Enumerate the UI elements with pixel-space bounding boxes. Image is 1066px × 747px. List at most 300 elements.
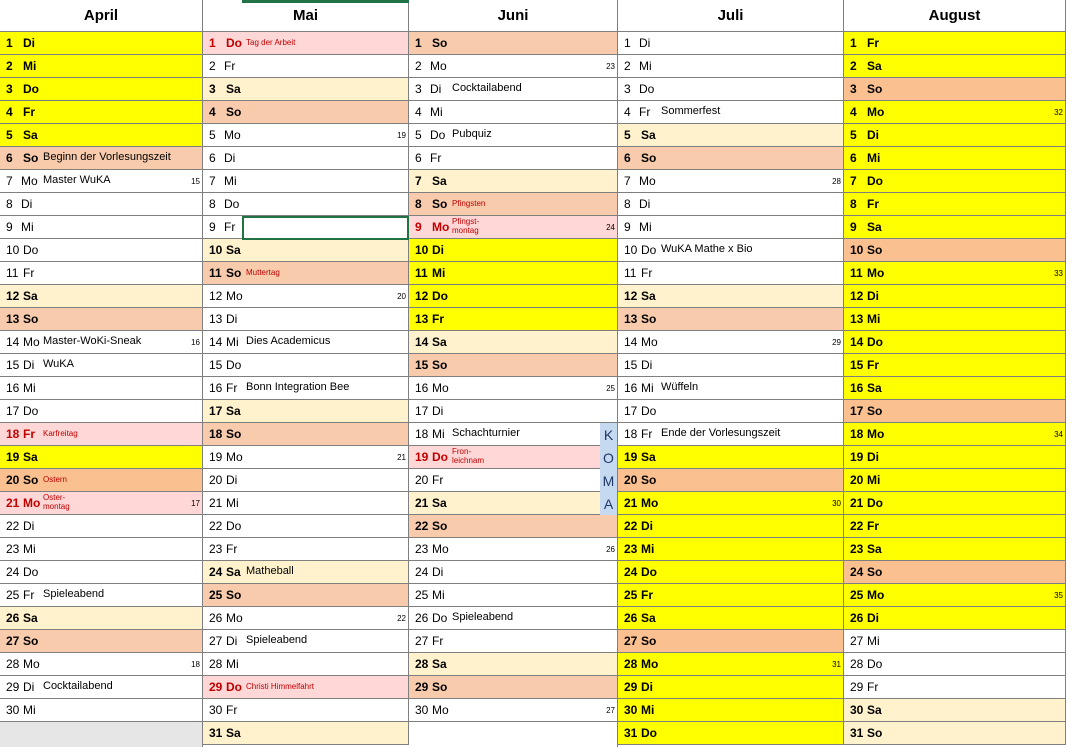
day-number: 28: [850, 657, 864, 671]
day-cell[interactable]: [409, 446, 618, 469]
day-number: 30: [415, 703, 429, 717]
weekday-label: Mo: [639, 174, 656, 188]
weekday-label: Mi: [23, 59, 37, 73]
event-label: Tag der Arbeit: [246, 38, 296, 47]
day-number: 12: [6, 289, 20, 303]
day-cell[interactable]: [618, 584, 844, 607]
weekday-label: Fr: [23, 266, 35, 280]
day-cell[interactable]: [844, 699, 1066, 722]
day-cell[interactable]: [203, 354, 409, 377]
day-number: 29: [209, 680, 223, 694]
event-label: Dies Academicus: [246, 335, 331, 347]
day-cell[interactable]: [618, 78, 844, 101]
day-cell[interactable]: [618, 124, 844, 147]
day-number: 16: [6, 381, 20, 395]
koma-letter: K: [600, 423, 617, 446]
weekday-label: So: [641, 634, 657, 648]
weekday-label: Mi: [639, 59, 652, 73]
weekday-label: Do: [226, 519, 242, 533]
day-number: 3: [624, 82, 631, 96]
day-number: 6: [6, 151, 13, 165]
day-cell[interactable]: [409, 147, 618, 170]
day-cell[interactable]: [844, 124, 1066, 147]
event-label: WuKA: [43, 358, 74, 370]
day-cell[interactable]: [844, 193, 1066, 216]
day-cell[interactable]: [0, 193, 203, 216]
day-number: 6: [209, 151, 216, 165]
day-cell[interactable]: [203, 239, 409, 262]
day-cell[interactable]: [409, 308, 618, 331]
weekday-label: Fr: [432, 312, 444, 326]
day-number: 6: [850, 151, 857, 165]
day-cell[interactable]: [203, 170, 409, 193]
day-cell[interactable]: [844, 515, 1066, 538]
day-cell[interactable]: [0, 262, 203, 285]
day-number: 5: [209, 128, 216, 142]
day-cell[interactable]: [203, 561, 409, 584]
week-number: 20: [397, 292, 406, 301]
weekday-label: Di: [23, 519, 35, 533]
day-number: 8: [209, 197, 216, 211]
day-number: 3: [209, 82, 216, 96]
day-cell[interactable]: [0, 377, 203, 400]
day-cell[interactable]: [203, 676, 409, 699]
weekday-label: Di: [23, 36, 35, 50]
weekday-label: Sa: [867, 542, 882, 556]
day-cell[interactable]: [618, 676, 844, 699]
day-cell[interactable]: [409, 469, 618, 492]
event-label: Fron- leichnam: [452, 447, 485, 465]
day-cell[interactable]: [844, 561, 1066, 584]
weekday-label: Di: [23, 358, 35, 372]
day-number: 13: [624, 312, 638, 326]
weekday-label: Mo: [867, 588, 885, 602]
day-cell[interactable]: [409, 170, 618, 193]
day-cell[interactable]: [203, 538, 409, 561]
day-number: 19: [624, 450, 638, 464]
day-number: 23: [415, 542, 429, 556]
day-number: 19: [6, 450, 20, 464]
day-cell[interactable]: [203, 653, 409, 676]
weekday-label: Di: [224, 151, 236, 165]
day-cell[interactable]: [844, 32, 1066, 55]
day-cell[interactable]: [844, 492, 1066, 515]
month-header-mai[interactable]: Mai: [203, 0, 409, 32]
day-cell[interactable]: [844, 101, 1066, 124]
day-cell[interactable]: [409, 676, 618, 699]
day-number: 14: [624, 335, 638, 349]
day-number: 23: [850, 542, 864, 556]
day-cell[interactable]: [844, 147, 1066, 170]
day-cell[interactable]: [844, 423, 1066, 446]
weekday-label: Di: [226, 312, 238, 326]
weekday-label: Mo: [867, 105, 885, 119]
day-cell[interactable]: [203, 308, 409, 331]
day-cell[interactable]: [203, 32, 409, 55]
day-number: 18: [415, 427, 429, 441]
day-cell[interactable]: [203, 101, 409, 124]
weekday-label: Do: [867, 174, 883, 188]
day-number: 27: [6, 634, 20, 648]
day-number: 8: [415, 197, 422, 211]
day-cell[interactable]: [618, 331, 844, 354]
day-cell[interactable]: [618, 193, 844, 216]
day-cell[interactable]: [0, 538, 203, 561]
day-cell[interactable]: [618, 308, 844, 331]
weekday-label: So: [226, 266, 242, 280]
weekday-label: Do: [432, 611, 448, 625]
weekday-label: Mo: [432, 703, 449, 717]
day-number: 21: [415, 496, 429, 510]
weekday-label: Mi: [23, 703, 36, 717]
weekday-label: Fr: [432, 473, 444, 487]
month-header-august[interactable]: August: [844, 0, 1066, 32]
day-cell[interactable]: [618, 216, 844, 239]
weekday-label: Do: [432, 450, 448, 464]
selected-cell[interactable]: [242, 216, 409, 240]
day-cell[interactable]: [844, 308, 1066, 331]
day-cell[interactable]: [618, 630, 844, 653]
day-number: 28: [415, 657, 429, 671]
day-cell[interactable]: [618, 492, 844, 515]
day-cell[interactable]: [618, 354, 844, 377]
day-cell[interactable]: [618, 101, 844, 124]
day-cell[interactable]: [409, 101, 618, 124]
week-number: 22: [397, 614, 406, 623]
day-cell[interactable]: [0, 584, 203, 607]
day-cell[interactable]: [203, 55, 409, 78]
day-cell[interactable]: [0, 515, 203, 538]
day-cell[interactable]: [618, 653, 844, 676]
day-cell[interactable]: [844, 239, 1066, 262]
month-header-juni[interactable]: Juni: [409, 0, 618, 32]
day-cell[interactable]: [409, 584, 618, 607]
day-cell[interactable]: [409, 561, 618, 584]
day-number: 15: [624, 358, 638, 372]
day-cell[interactable]: [409, 216, 618, 239]
event-label: Master-WoKi-Sneak: [43, 335, 142, 347]
day-cell[interactable]: [0, 55, 203, 78]
day-cell[interactable]: [0, 653, 203, 676]
day-number: 14: [415, 335, 429, 349]
day-cell[interactable]: [844, 469, 1066, 492]
day-number: 17: [6, 404, 20, 418]
day-cell[interactable]: [844, 78, 1066, 101]
day-cell[interactable]: [618, 285, 844, 308]
day-number: 26: [415, 611, 429, 625]
weekday-label: Fr: [226, 703, 238, 717]
day-cell[interactable]: [409, 32, 618, 55]
weekday-label: Di: [641, 358, 653, 372]
day-number: 10: [850, 243, 864, 257]
day-cell[interactable]: [844, 285, 1066, 308]
day-number: 31: [624, 726, 638, 740]
day-cell[interactable]: [203, 331, 409, 354]
weekday-label: Do: [23, 404, 39, 418]
day-cell[interactable]: [618, 32, 844, 55]
day-number: 22: [6, 519, 20, 533]
day-number: 10: [6, 243, 20, 257]
day-cell[interactable]: [844, 216, 1066, 239]
weekday-label: So: [226, 427, 242, 441]
day-cell[interactable]: [0, 630, 203, 653]
day-cell[interactable]: [0, 469, 203, 492]
weekday-label: Mi: [641, 703, 655, 717]
day-cell[interactable]: [618, 515, 844, 538]
weekday-label: Mo: [641, 657, 659, 671]
day-number: 2: [6, 59, 13, 73]
week-number: 32: [1054, 108, 1063, 117]
event-label: Cocktailabend: [452, 82, 522, 94]
day-cell[interactable]: [409, 331, 618, 354]
day-cell[interactable]: [409, 377, 618, 400]
weekday-label: Sa: [432, 174, 447, 188]
day-cell[interactable]: [844, 354, 1066, 377]
day-number: 20: [850, 473, 864, 487]
day-cell[interactable]: [409, 630, 618, 653]
day-cell[interactable]: [0, 699, 203, 722]
day-cell[interactable]: [0, 561, 203, 584]
weekday-label: Do: [641, 243, 657, 257]
day-cell[interactable]: [409, 124, 618, 147]
day-cell[interactable]: [618, 262, 844, 285]
day-number: 12: [209, 289, 223, 303]
weekday-label: Mo: [23, 496, 41, 510]
day-cell[interactable]: [0, 285, 203, 308]
day-cell[interactable]: [0, 423, 203, 446]
day-number: 22: [415, 519, 429, 533]
day-cell[interactable]: [409, 55, 618, 78]
day-cell[interactable]: [203, 147, 409, 170]
day-cell[interactable]: [409, 538, 618, 561]
day-number: 17: [624, 404, 638, 418]
weekday-label: Mi: [639, 220, 652, 234]
day-cell[interactable]: [618, 561, 844, 584]
day-number: 18: [624, 427, 638, 441]
day-cell[interactable]: [0, 607, 203, 630]
day-cell[interactable]: [409, 699, 618, 722]
day-cell[interactable]: [844, 538, 1066, 561]
day-number: 12: [850, 289, 864, 303]
day-cell[interactable]: [203, 492, 409, 515]
day-number: 8: [6, 197, 13, 211]
day-number: 25: [415, 588, 429, 602]
day-cell[interactable]: [618, 239, 844, 262]
event-label: Pubquiz: [452, 128, 492, 140]
month-header-april[interactable]: April: [0, 0, 203, 32]
day-cell[interactable]: [618, 377, 844, 400]
week-number: 28: [832, 177, 841, 186]
day-cell[interactable]: [203, 400, 409, 423]
day-cell[interactable]: [844, 446, 1066, 469]
day-cell[interactable]: [203, 584, 409, 607]
day-cell[interactable]: [203, 262, 409, 285]
day-number: 3: [415, 82, 422, 96]
day-cell[interactable]: [0, 492, 203, 515]
event-label: Oster- montag: [43, 493, 70, 511]
day-number: 9: [415, 220, 422, 234]
weekday-label: Di: [21, 197, 33, 211]
day-cell[interactable]: [0, 78, 203, 101]
day-cell[interactable]: [618, 538, 844, 561]
day-cell[interactable]: [203, 423, 409, 446]
day-cell[interactable]: [0, 308, 203, 331]
weekday-label: So: [226, 588, 242, 602]
day-number: 26: [624, 611, 638, 625]
event-label: Schachturnier: [452, 427, 520, 439]
day-number: 20: [415, 473, 429, 487]
weekday-label: Mi: [641, 381, 654, 395]
empty-cell: [409, 722, 618, 747]
day-cell[interactable]: [618, 147, 844, 170]
day-cell[interactable]: [409, 607, 618, 630]
day-cell[interactable]: [844, 262, 1066, 285]
day-number: 7: [209, 174, 216, 188]
weekday-label: Mi: [226, 657, 239, 671]
day-cell[interactable]: [203, 446, 409, 469]
day-cell[interactable]: [618, 400, 844, 423]
day-number: 20: [209, 473, 223, 487]
day-cell[interactable]: [0, 400, 203, 423]
month-header-juli[interactable]: Juli: [618, 0, 844, 32]
day-cell[interactable]: [844, 607, 1066, 630]
day-number: 4: [209, 105, 216, 119]
day-cell[interactable]: [0, 446, 203, 469]
weekday-label: Mi: [21, 220, 34, 234]
week-number: 15: [191, 177, 200, 186]
day-number: 5: [850, 128, 857, 142]
day-cell[interactable]: [203, 607, 409, 630]
day-number: 13: [6, 312, 20, 326]
day-number: 17: [209, 404, 223, 418]
day-cell[interactable]: [844, 55, 1066, 78]
day-number: 21: [6, 496, 20, 510]
day-number: 25: [624, 588, 638, 602]
day-cell[interactable]: [0, 216, 203, 239]
event-label: Ende der Vorlesungszeit: [661, 427, 781, 439]
day-cell[interactable]: [844, 630, 1066, 653]
week-number: 25: [606, 384, 615, 393]
day-cell[interactable]: [409, 400, 618, 423]
weekday-label: Mo: [867, 266, 885, 280]
day-cell[interactable]: [409, 354, 618, 377]
day-cell[interactable]: [203, 699, 409, 722]
day-cell[interactable]: [844, 653, 1066, 676]
weekday-label: Mi: [641, 542, 655, 556]
weekday-label: Mi: [224, 174, 237, 188]
day-number: 16: [850, 381, 864, 395]
weekday-label: Di: [226, 473, 238, 487]
day-cell[interactable]: [844, 377, 1066, 400]
day-cell[interactable]: [409, 78, 618, 101]
day-cell[interactable]: [844, 400, 1066, 423]
day-cell[interactable]: [618, 722, 844, 745]
day-cell[interactable]: [844, 170, 1066, 193]
day-cell[interactable]: [844, 331, 1066, 354]
day-cell[interactable]: [844, 676, 1066, 699]
day-cell[interactable]: [409, 262, 618, 285]
day-cell[interactable]: [409, 515, 618, 538]
day-cell[interactable]: [0, 170, 203, 193]
day-number: 9: [209, 220, 216, 234]
day-cell[interactable]: [409, 193, 618, 216]
day-number: 13: [850, 312, 864, 326]
day-cell[interactable]: [203, 469, 409, 492]
weekday-label: Do: [641, 565, 657, 579]
day-cell[interactable]: [203, 377, 409, 400]
day-cell[interactable]: [0, 676, 203, 699]
weekday-label: Sa: [226, 565, 241, 579]
day-cell[interactable]: [0, 124, 203, 147]
day-cell[interactable]: [409, 423, 618, 446]
weekday-label: Sa: [23, 128, 38, 142]
day-number: 27: [415, 634, 429, 648]
day-cell[interactable]: [409, 492, 618, 515]
day-number: 30: [209, 703, 223, 717]
week-number: 23: [606, 62, 615, 71]
week-number: 16: [191, 338, 200, 347]
weekday-label: Di: [432, 243, 444, 257]
day-number: 26: [6, 611, 20, 625]
day-cell[interactable]: [203, 515, 409, 538]
day-cell[interactable]: [0, 331, 203, 354]
day-number: 21: [624, 496, 638, 510]
weekday-label: Mi: [867, 634, 880, 648]
day-number: 15: [6, 358, 20, 372]
day-cell[interactable]: [203, 722, 409, 745]
day-cell[interactable]: [409, 285, 618, 308]
weekday-label: So: [867, 243, 883, 257]
weekday-label: Mi: [23, 381, 36, 395]
day-cell[interactable]: [203, 124, 409, 147]
day-cell[interactable]: [844, 722, 1066, 745]
day-cell[interactable]: [618, 55, 844, 78]
day-cell[interactable]: [0, 239, 203, 262]
day-cell[interactable]: [0, 101, 203, 124]
weekday-label: Mo: [226, 450, 243, 464]
day-number: 12: [624, 289, 638, 303]
weekday-label: Mi: [867, 473, 881, 487]
day-number: 29: [6, 680, 20, 694]
weekday-label: So: [23, 473, 39, 487]
day-number: 25: [6, 588, 20, 602]
day-number: 7: [624, 174, 631, 188]
day-cell[interactable]: [409, 239, 618, 262]
day-cell[interactable]: [203, 193, 409, 216]
weekday-label: Mo: [23, 335, 40, 349]
day-cell[interactable]: [618, 170, 844, 193]
day-cell[interactable]: [618, 607, 844, 630]
day-cell[interactable]: [203, 285, 409, 308]
day-number: 4: [624, 105, 631, 119]
day-number: 11: [850, 266, 863, 280]
day-cell[interactable]: [618, 423, 844, 446]
day-cell[interactable]: [618, 469, 844, 492]
day-cell[interactable]: [0, 32, 203, 55]
day-cell[interactable]: [203, 78, 409, 101]
event-label: Bonn Integration Bee: [246, 381, 350, 393]
day-number: 27: [209, 634, 223, 648]
day-cell[interactable]: [618, 699, 844, 722]
day-cell[interactable]: [618, 446, 844, 469]
day-cell[interactable]: [409, 653, 618, 676]
day-cell[interactable]: [0, 147, 203, 170]
weekday-label: Mo: [224, 128, 241, 142]
day-cell[interactable]: [0, 354, 203, 377]
empty-cell: [0, 722, 203, 747]
day-cell[interactable]: [203, 630, 409, 653]
day-cell[interactable]: [844, 584, 1066, 607]
